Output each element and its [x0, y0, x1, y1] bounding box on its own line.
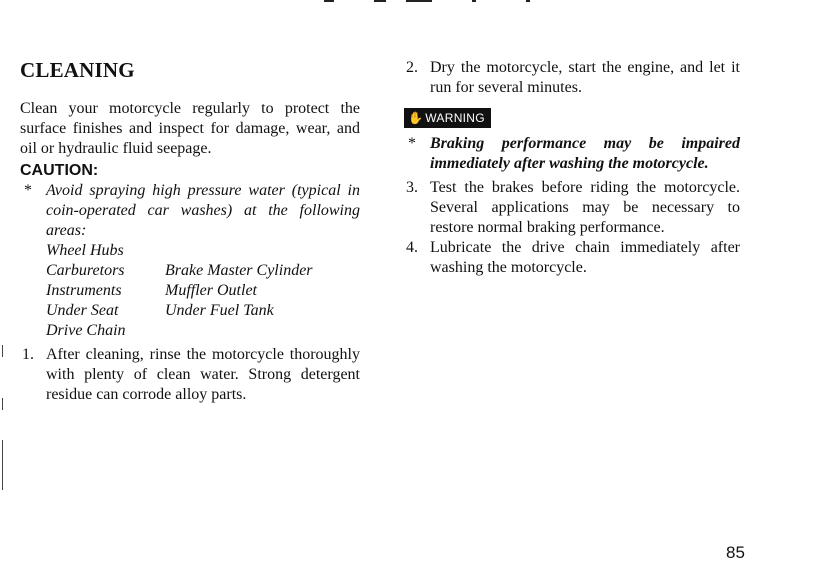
area-name: Brake Master Cylinder: [165, 262, 313, 279]
area-name: Muffler Outlet: [165, 282, 257, 299]
step-number: 2.: [406, 59, 418, 76]
caution-bullet: [20, 181, 360, 241]
step-text: After cleaning, rinse the motorcycle thoroughly with plenty of clean water. Strong detergent residue can corrode alloy parts.: [46, 346, 360, 403]
margin-mark: [2, 345, 3, 357]
step-number: 4.: [406, 239, 418, 256]
step-text: Lubricate the drive chain immediately after washing the motorcycle.: [430, 239, 740, 276]
warning-text: Braking performance may be impaired immediately after washing the motorcycle.: [430, 135, 740, 172]
top-scan-marks: [300, 0, 540, 4]
step-2: [404, 58, 740, 98]
list-item: [46, 241, 360, 261]
area-name: Under Fuel Tank: [165, 302, 274, 319]
section-heading: CLEANING: [20, 58, 135, 82]
warning-bullet: [404, 134, 740, 174]
intro-paragraph: Clean your motorcycle regularly to protect the surface finishes and inspect for damage, wear, and oil or hydraulic fluid seepage.: [20, 100, 360, 157]
page-number: 85: [726, 543, 745, 562]
area-name: Instruments: [46, 282, 122, 299]
area-name: Wheel Hubs: [46, 242, 124, 259]
areas-list: [20, 241, 360, 341]
margin-mark: [2, 440, 3, 490]
caution-text: Avoid spraying high pressure water (typical in coin-operated car washes) at the following areas:: [46, 182, 360, 239]
area-name: Under Seat: [46, 302, 119, 319]
caution-label: CAUTION:: [20, 162, 99, 179]
step-1: [20, 345, 360, 405]
step-text: Test the brakes before riding the motorcycle. Several applications may be necessary to restore normal braking performance.: [430, 179, 740, 236]
step-3: [404, 178, 740, 238]
margin-mark: [2, 398, 3, 410]
bullet-star: *: [408, 135, 416, 152]
warning-hand-icon: ✋: [408, 111, 424, 125]
area-name: Carburetors: [46, 262, 125, 279]
area-name: Drive Chain: [46, 322, 126, 339]
list-item: [46, 281, 360, 301]
right-column: [404, 58, 740, 278]
step-number: 1.: [22, 346, 34, 363]
warning-badge: [404, 108, 491, 128]
warning-label: WARNING: [425, 111, 485, 125]
left-column: [20, 58, 360, 405]
step-number: 3.: [406, 179, 418, 196]
bullet-star: *: [24, 182, 32, 199]
step-4: [404, 238, 740, 278]
step-text: Dry the motorcycle, start the engine, and let it run for several minutes.: [430, 59, 740, 96]
list-item: [46, 261, 360, 281]
list-item: [46, 301, 360, 321]
list-item: [46, 321, 360, 341]
